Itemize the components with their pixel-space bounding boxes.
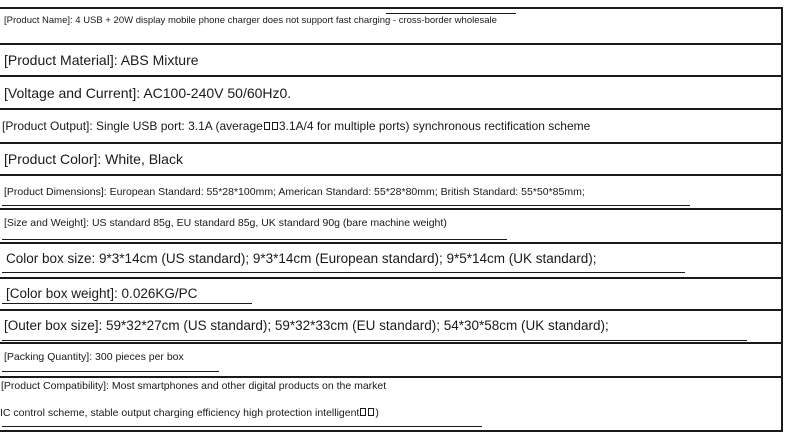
- spec-size-weight: [Size and Weight]: US standard 85g, EU standard 85g, UK standard 90g (bare machine weight): [4, 217, 447, 229]
- spec-row-dimensions: [0, 174, 783, 208]
- spec-box-size: Color box size: 9*3*14cm (US standard); 9*3*14cm (European standard); 9*5*14cm (UK standard);: [6, 251, 597, 266]
- text-underline: [2, 371, 219, 372]
- decorative-rule: [386, 13, 516, 14]
- spec-voltage: [Voltage and Current]: AC100-240V 50/60Hz0.: [4, 85, 292, 101]
- spec-outer-box: [Outer box size]: 59*32*27cm (US standard); 59*32*33cm (EU standard); 54*30*58cm (UK standard);: [4, 318, 609, 333]
- spec-ic-control: [0, 407, 379, 419]
- spec-row-compatibility: [0, 376, 783, 430]
- spec-row-output: [0, 108, 783, 142]
- missing-glyph-icon: [264, 122, 270, 130]
- spec-product-name: [Product Name]: 4 USB + 20W display mobile phone charger does not support fast charging - cross-border wholesale: [4, 15, 497, 26]
- text-underline: [2, 272, 685, 273]
- spec-box-weight: [Color box weight]: 0.026KG/PC: [6, 286, 198, 301]
- spec-dimensions: [Product Dimensions]: European Standard: 55*28*100mm; American Standard: 55*28*80mm; British Standard: 55*50*85mm;: [4, 186, 585, 198]
- spec-output-part-b: 3.1A/4 for multiple ports) synchronous rectification scheme: [278, 119, 591, 133]
- spec-compatibility: [Product Compatibility]: Most smartphones and other digital products on the market: [1, 380, 387, 392]
- spec-material: [Product Material]: ABS Mixture: [4, 52, 199, 68]
- missing-glyph-icon: [272, 122, 278, 130]
- text-underline: [2, 426, 482, 427]
- spec-output-part-a: [Product Output]: Single USB port: 3.1A (average: [2, 119, 263, 133]
- missing-glyph-icon: [368, 408, 374, 416]
- spec-output: [2, 119, 590, 133]
- text-underline: [2, 205, 690, 206]
- spec-row-outer-box: [0, 309, 783, 342]
- text-underline: [2, 303, 252, 304]
- missing-glyph-icon: [360, 408, 366, 416]
- spec-color: [Product Color]: White, Black: [4, 151, 183, 167]
- text-underline: [2, 239, 507, 240]
- spec-row-size-weight: [0, 208, 783, 242]
- spec-packing: [Packing Quantity]: 300 pieces per box: [4, 351, 184, 363]
- text-underline: [2, 340, 747, 341]
- spec-ic-control-text: IC control scheme, stable output charging efficiency high protection intelligent: [0, 407, 360, 419]
- spec-row-material: [0, 43, 783, 75]
- spec-ic-control-tail: ): [375, 407, 379, 419]
- spec-row-color: [0, 142, 783, 174]
- table-bottom-border: [0, 430, 783, 432]
- spec-row-box-weight: [0, 277, 783, 309]
- spec-row-voltage: [0, 75, 783, 108]
